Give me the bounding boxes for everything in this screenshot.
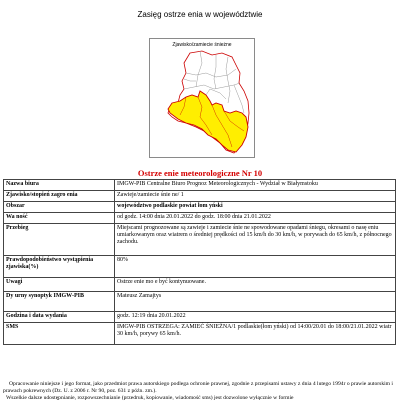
row-key: Przebieg [4,224,115,256]
table-row [4,312,396,323]
warning-details-table [3,179,396,345]
row-key: Zjawisko/stopień zagro enia [4,191,115,202]
table-row [4,180,396,191]
table-row [4,292,396,312]
table-row [4,256,396,278]
row-key: SMS [4,323,115,345]
table-row [4,278,396,292]
table-row [4,224,396,256]
row-value: IMGW-PIB OSTRZEGA: ZAMIEĆ ŚNIEŻNA/1 podlaskie(łom yński) od 14:00/20.01 do 18:00/21.01.2022 wiatr 30 km/h, porywy 65 km/h. [115,323,396,345]
row-key: Godzina i data wydania [4,312,115,323]
warning-title: Ostrze enie meteorologiczne Nr 10 [137,168,263,178]
table-row [4,202,396,213]
row-key: Uwagi [4,278,115,292]
row-key: Dy urny synoptyk IMGW-PIB [4,292,115,312]
row-key: Wa ność [4,213,115,224]
row-key: Obszar [4,202,115,213]
row-value: Ostrze enie mo e być kontynuowane. [115,278,396,292]
row-value: Miejscami prognozowane są zawieje i zamiecie śnie ne spowodowane opadami śniegu, okresami o nasę eniu umiarkowanym oraz wiatrem o średniej prędkości od 15 km/h do 30 km/h, w porywach do 65 km/h, z północnego zachodu. [115,224,396,256]
warning-area-map [149,38,255,158]
row-value: Zawieje/zamiecie śnie ne/ 1 [115,191,396,202]
copyright-line: Wszelkie dalsze udostępnianie, rozpowszechnianie (przedruk, kopiowanie, wiadomość sms) jest dozwolone wyłącznie w formie [6,395,294,401]
row-value: godz. 12:19 dnia 20.01.2022 [115,312,396,323]
row-value: 80% [115,256,396,278]
row-value: województwo podlaskie powiat łom yński [115,202,396,213]
voivodeship-map [150,39,256,159]
table-row [4,323,396,345]
table-row [4,191,396,202]
row-key: Prawdopodobieństwo wystąpienia zjawiska(%) [4,256,115,278]
row-value: Mateusz Zamajtys [115,292,396,312]
table-row [4,213,396,224]
row-value: IMGW-PIB Centralne Biuro Prognoz Meteorologicznych - Wydział w Białymstoku [115,180,396,191]
copyright-notice [3,381,396,402]
map-label: Zjawisko/zamiecie śnieżne [172,42,232,48]
copyright-line: Opracowanie niniejsze i jego format, jako przedmiot prawa autorskiego podlega ochronie prawnej, zgodnie z przepisami ustawy z dnia 4 lutego 1994r o prawie autorskim i prawach pokrewnych (Dz. U. z 2006 r. Nr 90, poz. 631 z późn. zm.). [3,381,393,394]
row-value: od godz. 14:00 dnia 20.01.2022 do godz. 18:00 dnia 21.01.2022 [115,213,396,224]
row-key: Nazwa biura [4,180,115,191]
page-title: Zasięg ostrze enia w województwie [137,10,263,19]
